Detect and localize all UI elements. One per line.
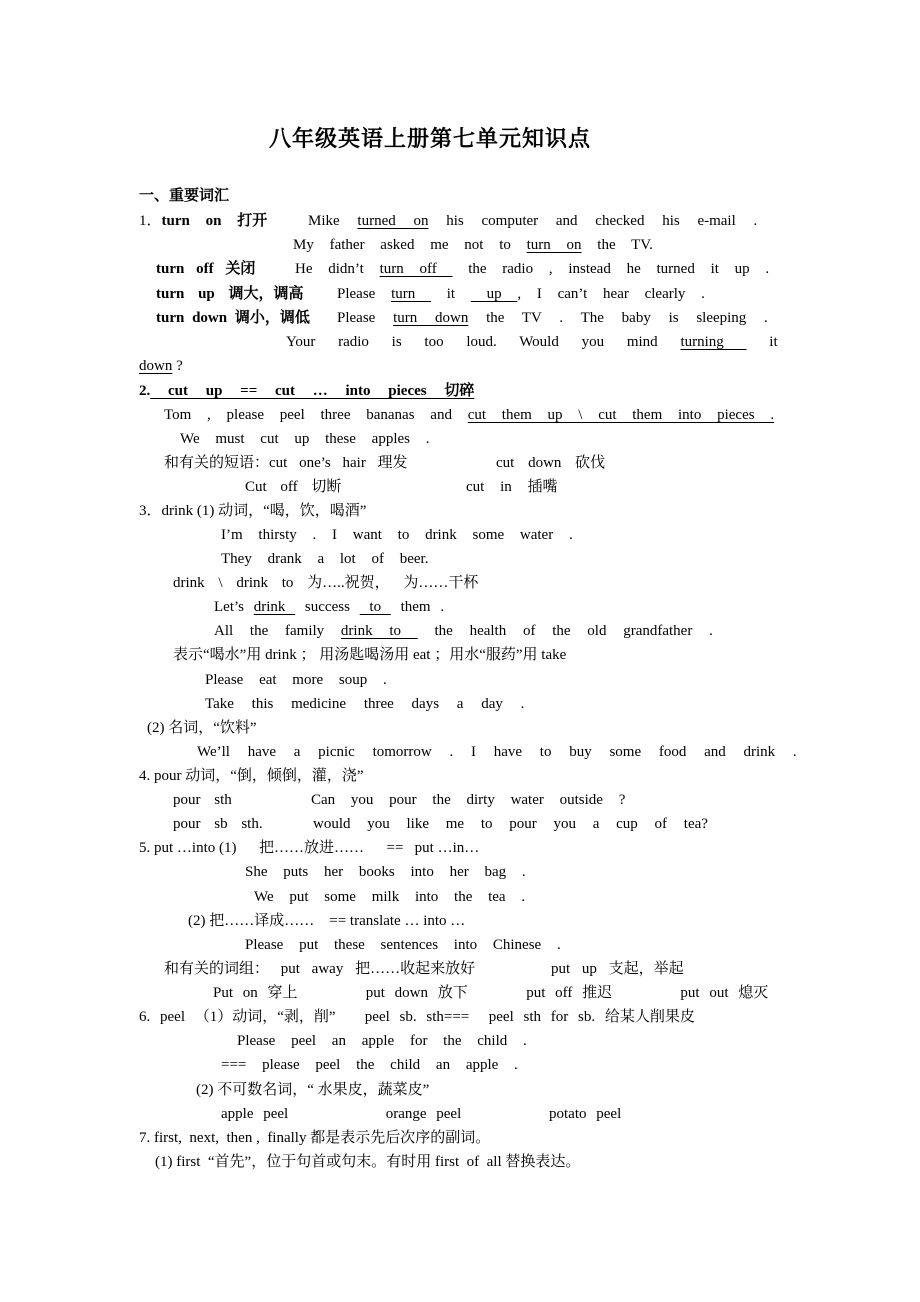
- text-line: Please turn it up , I can’t hear clearly .: [337, 286, 705, 302]
- text-line: === please peel the child an apple .: [221, 1057, 518, 1073]
- text-line: Tom , please peel three bananas and cut them up \ cut them into pieces .: [164, 407, 775, 423]
- text-line: 表示“喝水”用 drink ； 用汤匙喝汤用 eat ；用水“服药”用 take: [173, 647, 567, 663]
- text-line: I’m thirsty . I want to drink some water .: [221, 527, 573, 543]
- text-line: Take this medicine three days a day .: [205, 696, 525, 712]
- text-line: 5. put …into (1) 把……放进…… == put …in…: [139, 840, 480, 856]
- text-line: Please turn down the TV . The baby is sleeping .: [337, 310, 768, 326]
- text-line: turn down 调小，调低: [156, 310, 310, 326]
- text-line: (2) 不可数名词，“ 水果皮，蔬菜皮”: [196, 1082, 430, 1098]
- text-line: Mike turned on his computer and checked his e-mail .: [308, 213, 758, 229]
- text-line: cut down 砍伐: [496, 455, 606, 471]
- text-line: 和有关的短语：cut one’s hair 理发: [164, 455, 408, 471]
- text-line: 和有关的词组： put away 把……收起来放好: [164, 961, 476, 977]
- text-line: 2. cut up == cut … into pieces 切碎: [139, 383, 475, 399]
- text-line: down ?: [139, 358, 183, 374]
- text-line: (1) first “首先”，位于句首或句末。有时用 first of all 替换表达。: [155, 1154, 581, 1170]
- text-line: They drank a lot of beer.: [221, 551, 429, 567]
- text-line: 3．drink (1) 动词，“喝，饮，喝酒”: [139, 503, 367, 519]
- text-line: All the family drink to the health of the old grandfather .: [214, 623, 713, 639]
- text-line: pour sb sth.: [173, 816, 263, 832]
- text-line: Please eat more soup .: [205, 672, 387, 688]
- text-line: Let’s drink success to them .: [214, 599, 445, 615]
- text-line: Cut off 切断: [245, 479, 342, 495]
- text-line: We’ll have a picnic tomorrow . I have to buy some food and drink .: [197, 744, 797, 760]
- text-line: put up 支起，举起: [551, 961, 684, 977]
- text-line: turn off 关闭: [156, 261, 256, 277]
- text-line: would you like me to pour you a cup of tea?: [313, 816, 708, 832]
- text-line: pour sth: [173, 792, 232, 808]
- text-line: 4. pour 动词，“倒，倾倒，灌，浇”: [139, 768, 364, 784]
- text-line: (2) 名词，“饮料”: [147, 720, 257, 736]
- text-line: She puts her books into her bag .: [245, 864, 526, 880]
- text-line: drink \ drink to 为…..祝贺， 为……干杯: [173, 575, 479, 591]
- text-line: 7. first, next, then , finally 都是表示先后次序的副词。: [139, 1130, 491, 1146]
- text-line: My father asked me not to turn on the TV.: [293, 237, 653, 253]
- text-line: 6. peel （1）动词，“剥，削” peel sb. sth=== peel sth for sb. 给某人削果皮: [139, 1009, 695, 1025]
- text-line: apple peel orange peel potato peel: [221, 1106, 622, 1122]
- text-line: We put some milk into the tea .: [254, 889, 526, 905]
- text-line: turn up 调大，调高: [156, 286, 304, 302]
- text-line: Your radio is too loud. Would you mind turning it: [286, 334, 778, 350]
- page-title: 八年级英语上册第七单元知识点: [268, 126, 591, 152]
- text-line: Put on 穿上 put down 放下 put off 推迟 put out 熄灭: [213, 985, 769, 1001]
- text-line: Please put these sentences into Chinese .: [245, 937, 561, 953]
- text-line: We must cut up these apples .: [180, 431, 430, 447]
- text-line: cut in 插嘴: [466, 479, 558, 495]
- text-line: He didn’t turn off the radio , instead he turned it up .: [295, 261, 770, 277]
- section-heading: 一、重要词汇: [139, 188, 230, 204]
- text-line: Can you pour the dirty water outside ?: [311, 792, 626, 808]
- text-line: Please peel an apple for the child .: [237, 1033, 527, 1049]
- text-line: (2) 把……译成…… == translate … into …: [188, 913, 466, 929]
- text-line: 1．turn on 打开: [139, 213, 268, 229]
